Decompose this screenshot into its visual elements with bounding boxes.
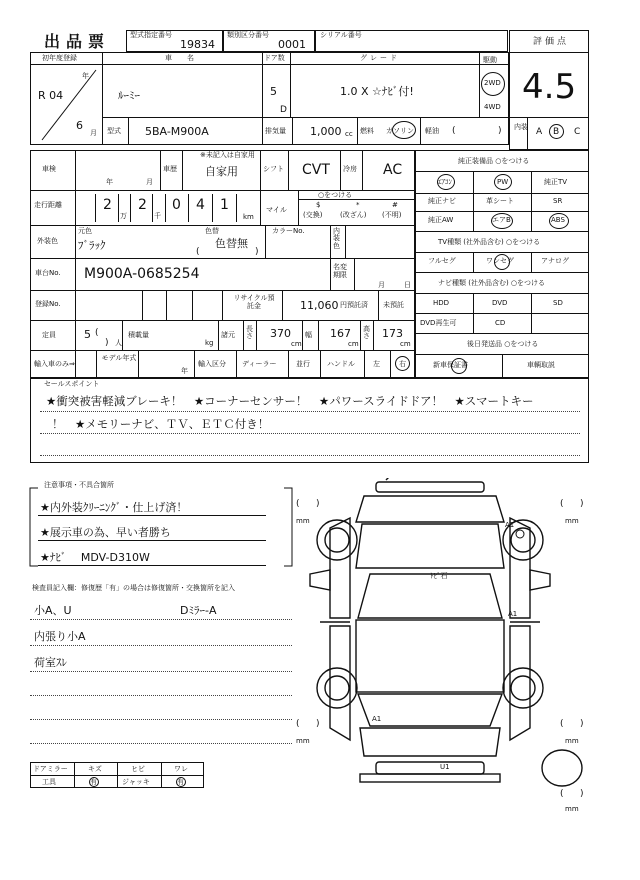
bracket-bottom-left-close: ) (316, 719, 320, 729)
mileage-sen: 千 (154, 212, 161, 220)
orig-color-label: 元色 (78, 227, 92, 235)
later-manual: 車輌取説 (527, 361, 555, 369)
color-swap-label: 色替 (205, 227, 219, 235)
bracket-spare-close: ) (580, 789, 584, 799)
reg-label: 登録No. (35, 300, 61, 308)
drive-4wd: 4WD (484, 103, 501, 111)
equip-navi: 純正ナビ (428, 197, 456, 205)
interior-c: C (574, 127, 581, 137)
exterior-label: 外装色 (37, 237, 58, 245)
load-unit: kg (205, 339, 214, 347)
inspector-line-3: 荷室ｽﾚ (34, 656, 67, 669)
inspect-year: 年 (106, 178, 113, 186)
inspector-line-2: 内張り小A (34, 630, 86, 643)
fuel-paren-open: ( (452, 126, 456, 136)
height: 173 (382, 327, 403, 340)
legend-break: ワレ (174, 765, 188, 773)
parallel: 並行 (296, 360, 310, 368)
navi-hdd: HDD (433, 299, 450, 307)
interior-b: B (553, 127, 560, 137)
damage-chip: ﾄﾋﾞ石 (430, 572, 448, 580)
title-deadline-label: 名変期限 (333, 263, 347, 279)
fuel-paren-close: ) (498, 126, 502, 136)
bracket-spare-open: ( (560, 789, 564, 799)
inspector-line-1: 小A、U (34, 604, 72, 617)
bracket-top-right-open: ( (560, 499, 564, 509)
mm-top-left: mm (296, 517, 310, 525)
mile-label: マイル (266, 206, 287, 214)
bracket-top-left-open: ( (296, 499, 300, 509)
navi-cd: CD (495, 319, 506, 327)
fuel-gas: ガソリン (386, 127, 414, 135)
equip-airbag: エアB (492, 216, 511, 224)
damage-a1-front: A1 (505, 521, 515, 529)
car-damage-diagram (290, 478, 590, 800)
tamper-label: (改ざん) (340, 211, 367, 219)
mm-bottom-left: mm (296, 737, 310, 745)
capacity: 5 (84, 328, 91, 341)
fuel-label: 燃料 (360, 127, 374, 135)
damage-a1-side: A1 (508, 610, 518, 618)
equip-aw: 純正AW (428, 216, 454, 224)
car-name-label: 車 名 (165, 54, 198, 62)
door-count: 5 (270, 85, 277, 98)
length-cm: cm (291, 340, 302, 348)
title-month: 月 (378, 281, 385, 289)
cc-label: 排気量 (265, 127, 286, 135)
handle-right: 右 (399, 360, 406, 368)
tv-one: ワンセグ (486, 257, 514, 265)
month-suffix: 月 (90, 129, 97, 137)
capacity-label: 定員 (42, 331, 56, 339)
height-cm: cm (400, 340, 411, 348)
title-day: 日 (404, 281, 411, 289)
sheet-title: 出品票 (44, 32, 111, 51)
mm-top-right: mm (565, 517, 579, 525)
interior-a: A (536, 127, 543, 137)
dealer: ディーラー (242, 360, 277, 368)
grade: 1.0 X ☆ﾅﾋﾞ付! (340, 85, 414, 98)
length: 370 (270, 327, 291, 340)
inspector-line-1-extra: Dﾐﾗｰ-A (180, 604, 217, 617)
later-warranty: 新車保証書 (433, 361, 468, 369)
color-paren-close: ) (255, 247, 259, 257)
equipment-title: 純正装備品 ○をつける (458, 157, 530, 165)
legend-tools: 工具 (42, 778, 56, 786)
load-label: 積載量 (128, 331, 149, 339)
mm-spare: mm (565, 805, 579, 813)
chassis-no: M900A-0685254 (84, 266, 200, 282)
width: 167 (330, 327, 351, 340)
first-reg-era: R 04 (38, 89, 64, 102)
drive-label: 駆動 (483, 56, 497, 64)
color-no-label: カラーNo. (272, 227, 305, 235)
mileage-man: 万 (120, 212, 127, 220)
bracket-bottom-left-open: ( (296, 719, 300, 729)
recycle-suffix: 円預託済 (340, 301, 368, 309)
model-year-label: モデル年式 (101, 354, 137, 362)
shift: CVT (302, 162, 330, 178)
tv-title: TV種類 (社外品含む) ○をつける (438, 238, 541, 246)
ac: AC (383, 162, 403, 178)
tv-analog: アナログ (541, 257, 569, 265)
class-label: 類別区分番号 (227, 31, 269, 39)
recycle-amount: 11,060 (300, 299, 339, 312)
exchange-label: (交換) (303, 211, 323, 219)
color-swap: 色替無 (215, 237, 248, 250)
history-note: ※未記入は自家用 (200, 151, 255, 159)
interior-color-label: 内装色 (333, 227, 340, 250)
recycle-label: リサイクル預託金 (233, 294, 275, 311)
lot-label: 型式指定番号 (130, 31, 172, 39)
navi-title: ナビ種類 (社外品含む) ○をつける (438, 279, 546, 287)
mm-bottom-right: mm (565, 737, 579, 745)
import-label: 輸入車のみ⇒ (34, 360, 75, 368)
sales-label: セールスポイント (44, 380, 100, 388)
legend-jack: ジャッキ (122, 778, 150, 786)
capacity-paren-close: ) (105, 338, 109, 348)
notes-label: 注意事項・不具合箇所 (44, 481, 114, 489)
spec-label: 諸元 (221, 331, 235, 339)
orig-color: ﾌﾞﾗｯｸ (78, 239, 106, 252)
color-paren-open: ( (196, 247, 200, 257)
bracket-top-right-close: ) (580, 499, 584, 509)
equip-pw: PW (497, 178, 509, 186)
inspector-label: 検査員記入欄：修復歴「有」の場合は修復箇所・交換箇所を記入 (32, 584, 235, 592)
mileage-label: 走行距離 (34, 201, 62, 209)
model-code: 5BA-M900A (145, 125, 209, 138)
model-label: 型式 (107, 127, 121, 135)
cc-unit: cc (345, 130, 353, 138)
displacement: 1,000 (310, 125, 342, 138)
lot-number: 19834 (180, 38, 215, 51)
interior-label: 内装 (514, 123, 528, 131)
unknown-label: (不明) (382, 211, 402, 219)
handle-left: 左 (373, 360, 380, 368)
shift-label: シフト (263, 165, 284, 173)
damage-a1-rear: A1 (372, 715, 382, 723)
legend-mirror: ドアミラー (33, 765, 68, 773)
drive-2wd: 2WD (484, 79, 501, 87)
mileage-circle-note: ○をつける (318, 191, 353, 199)
equip-sr: SR (553, 197, 563, 205)
year-suffix: 年 (82, 72, 89, 80)
equip-ac: ｴｱｺﾝ (438, 178, 452, 186)
legend-scratch: キズ (88, 765, 102, 773)
capacity-unit: 人 (115, 339, 122, 347)
history-label: 車歴 (163, 165, 177, 173)
equip-abs: ABS (551, 216, 565, 224)
capacity-paren: ( (95, 328, 99, 338)
notes-line-3: ★ﾅﾋﾞ MDV-D310W (40, 551, 150, 564)
legend-tools-yes: 有 (90, 778, 97, 786)
score-value: 4.5 (522, 67, 577, 107)
legend-crack: ヒビ (131, 765, 145, 773)
unknown-mark: # (392, 201, 398, 209)
class-number: 0001 (278, 38, 306, 51)
not-deposited: 未預託 (383, 301, 404, 309)
chassis-label: 車台No. (35, 269, 61, 277)
mileage-digit-5: 1 (220, 197, 229, 213)
mileage-digit-4: 4 (196, 197, 205, 213)
door-type: D (280, 105, 287, 115)
mileage-digit-1: 2 (103, 197, 112, 213)
navi-dvdplay: DVD再生可 (420, 319, 457, 327)
tamper-mark: * (356, 201, 360, 209)
later-title: 後日発送品 ○をつける (467, 340, 539, 348)
equip-leather: 革シート (486, 197, 514, 205)
handle-label: ハンドル (327, 360, 355, 368)
sales-line-2: ！ ★メモリーナビ、ＴＶ、ＥＴＣ付き！ (52, 417, 270, 431)
mileage-digit-3: 0 (172, 197, 181, 213)
inspect-month: 月 (146, 178, 153, 186)
equip-tv: 純正TV (544, 178, 568, 186)
bracket-top-left-close: ) (316, 499, 320, 509)
grade-label: グレード (360, 54, 400, 62)
mileage-digit-2: 2 (138, 197, 147, 213)
navi-sd: SD (553, 299, 563, 307)
exchange-mark: $ (316, 201, 321, 209)
bracket-bottom-right-close: ) (580, 719, 584, 729)
legend-jack-yes: 有 (177, 778, 184, 786)
width-cm: cm (348, 340, 359, 348)
inspect-label: 車検 (42, 165, 56, 173)
height-label: 高さ (363, 325, 370, 341)
notes-line-2: ★展示車の為、早い者勝ち (40, 526, 171, 539)
doors-label: ドア数 (264, 54, 285, 62)
sales-line-1: ★衝突被害軽減ブレーキ！ ★コーナーセンサー！ ★パワースライドドア！ ★スマートキー (46, 394, 534, 408)
bracket-bottom-right-open: ( (560, 719, 564, 729)
length-label: 長さ (246, 325, 253, 341)
notes-line-1: ★内外装ｸﾘｰﾆﾝｸﾞ・仕上げ済！ (40, 501, 188, 514)
navi-dvd: DVD (492, 299, 508, 307)
vehicle-history: 自家用 (205, 165, 238, 178)
car-name: ﾙｰﾐｰ (118, 89, 140, 102)
model-year-unit: 年 (181, 367, 188, 375)
first-reg-month: 6 (76, 119, 83, 132)
first-reg-label: 初年度登録 (42, 54, 77, 62)
damage-u1: U1 (440, 763, 450, 771)
score-label: 評価点 (533, 37, 570, 47)
width-label: 幅 (305, 331, 312, 339)
tv-full: フルセグ (428, 257, 456, 265)
serial-label: シリアル番号 (320, 31, 362, 39)
fuel-light: 軽油 (425, 127, 439, 135)
import-class-label: 輸入区分 (198, 360, 226, 368)
mileage-km: km (243, 213, 254, 221)
ac-label: 冷房 (343, 165, 357, 173)
